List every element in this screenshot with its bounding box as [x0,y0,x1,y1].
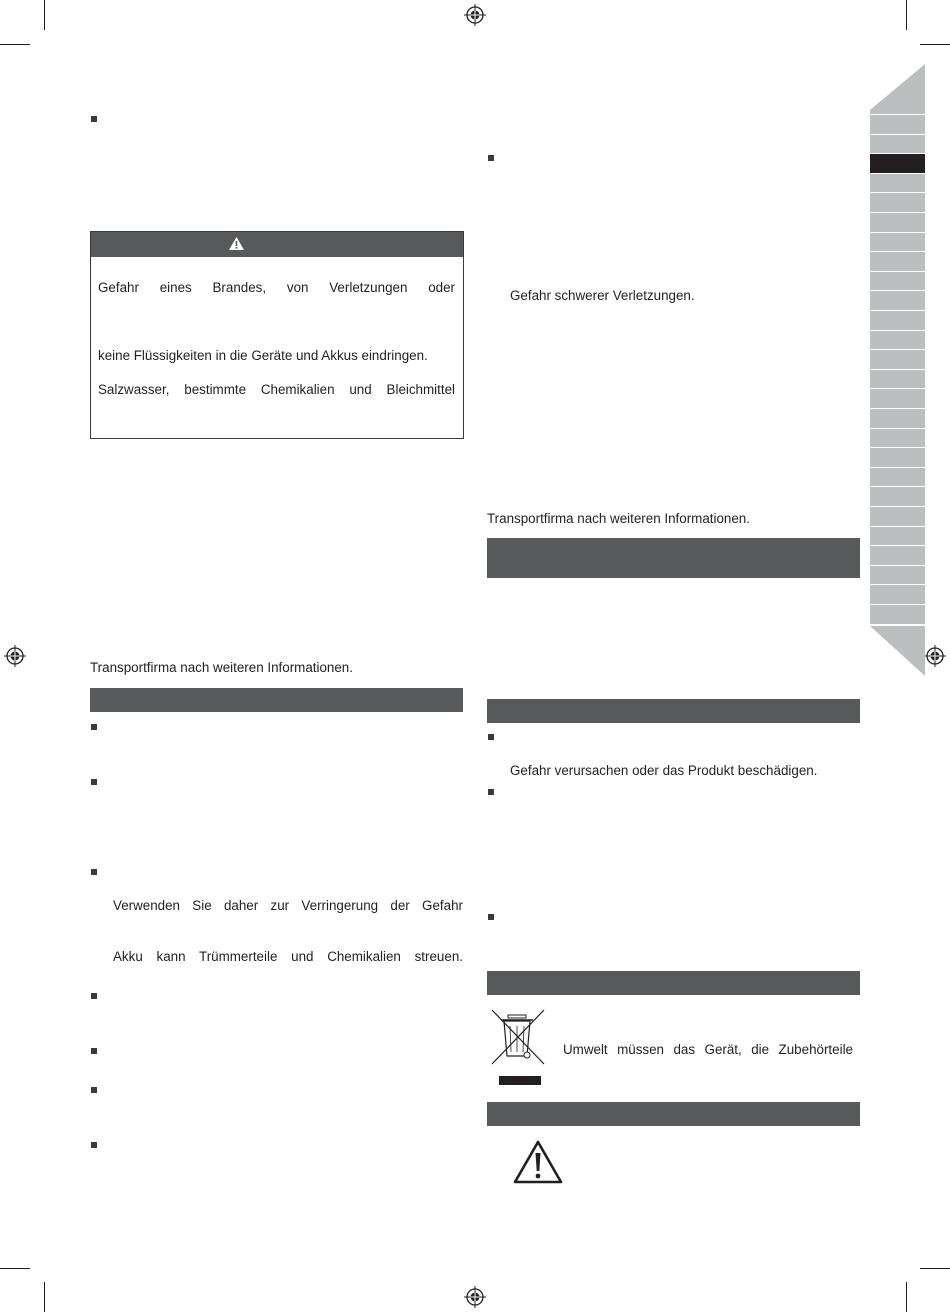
warning-triangle-icon [512,1139,564,1185]
damage-text: Gefahr verursachen oder das Produkt beschädigen. [510,763,818,778]
side-tab [870,447,925,467]
side-tab [870,467,925,487]
section-header-bar [90,688,463,712]
side-tab [870,369,925,389]
bullet-marker [91,993,97,999]
crop-mark [906,1282,907,1312]
body-text-line: Akku kann Trümmerteile und Chemikalien streuen. [113,949,463,964]
side-tab [870,428,925,448]
side-tab [870,565,925,585]
registration-mark-icon [464,4,486,26]
side-tab [870,486,925,506]
environment-text: Umwelt müssen das Gerät, die Zubehörteile [563,1042,853,1057]
bullet-marker [488,155,494,161]
side-tab-top-triangle [870,64,926,114]
crossed-out-bin-icon [490,1008,546,1088]
side-tab [870,408,925,428]
side-tab-bottom-triangle [870,626,926,676]
side-tab [870,192,925,212]
side-tab [870,604,925,624]
section-header-bar [487,971,860,995]
transport-note: Transportfirma nach weiteren Informationen. [487,511,750,526]
side-tab [870,545,925,565]
crop-mark [920,1268,950,1269]
injury-text: Gefahr schwerer Verletzungen. [510,288,695,303]
registration-mark-icon [924,645,946,667]
side-tab [870,153,925,173]
crop-mark [44,1282,45,1312]
bullet-marker [91,779,97,785]
side-tab [870,388,925,408]
warning-text-line: Gefahr eines Brandes, von Verletzungen oder [98,280,455,295]
side-tab [870,506,925,526]
bullet-marker [91,869,97,875]
bullet-marker [91,1142,97,1148]
crop-mark [0,44,30,45]
side-tab [870,271,925,291]
bullet-marker [488,914,494,920]
transport-note: Transportfirma nach weiteren Informationen. [90,660,353,675]
side-tab [870,212,925,232]
crop-mark [920,44,950,45]
side-tab [870,173,925,193]
bullet-marker [91,724,97,730]
side-tab [870,330,925,350]
bullet-marker [488,789,494,795]
crop-mark [44,0,45,30]
crop-mark [906,0,907,30]
warning-text-line: keine Flüssigkeiten in die Geräte und Akkus eindringen. [98,348,428,363]
warning-header-bar [91,232,463,257]
warning-text-line: Salzwasser, bestimmte Chemikalien und Bleichmittel [98,382,455,397]
side-tab [870,526,925,546]
section-header-bar [487,699,860,723]
side-tab [870,584,925,604]
side-tab [870,310,925,330]
side-tab [870,251,925,271]
bullet-marker [91,1087,97,1093]
side-tab [870,290,925,310]
bullet-marker [488,734,494,740]
side-tab [870,134,925,154]
body-text-line: Verwenden Sie daher zur Verringerung der Gefahr [113,898,463,913]
side-tab [870,114,925,134]
bullet-marker [91,1048,97,1054]
registration-mark-icon [464,1286,486,1308]
side-tab [870,349,925,369]
registration-mark-icon [4,645,26,667]
section-header-bar [487,538,860,578]
side-tab [870,232,925,252]
warning-box [90,231,464,439]
warning-triangle-icon [228,236,245,251]
bullet-marker [91,116,97,122]
section-header-bar [487,1102,860,1126]
crop-mark [0,1268,30,1269]
